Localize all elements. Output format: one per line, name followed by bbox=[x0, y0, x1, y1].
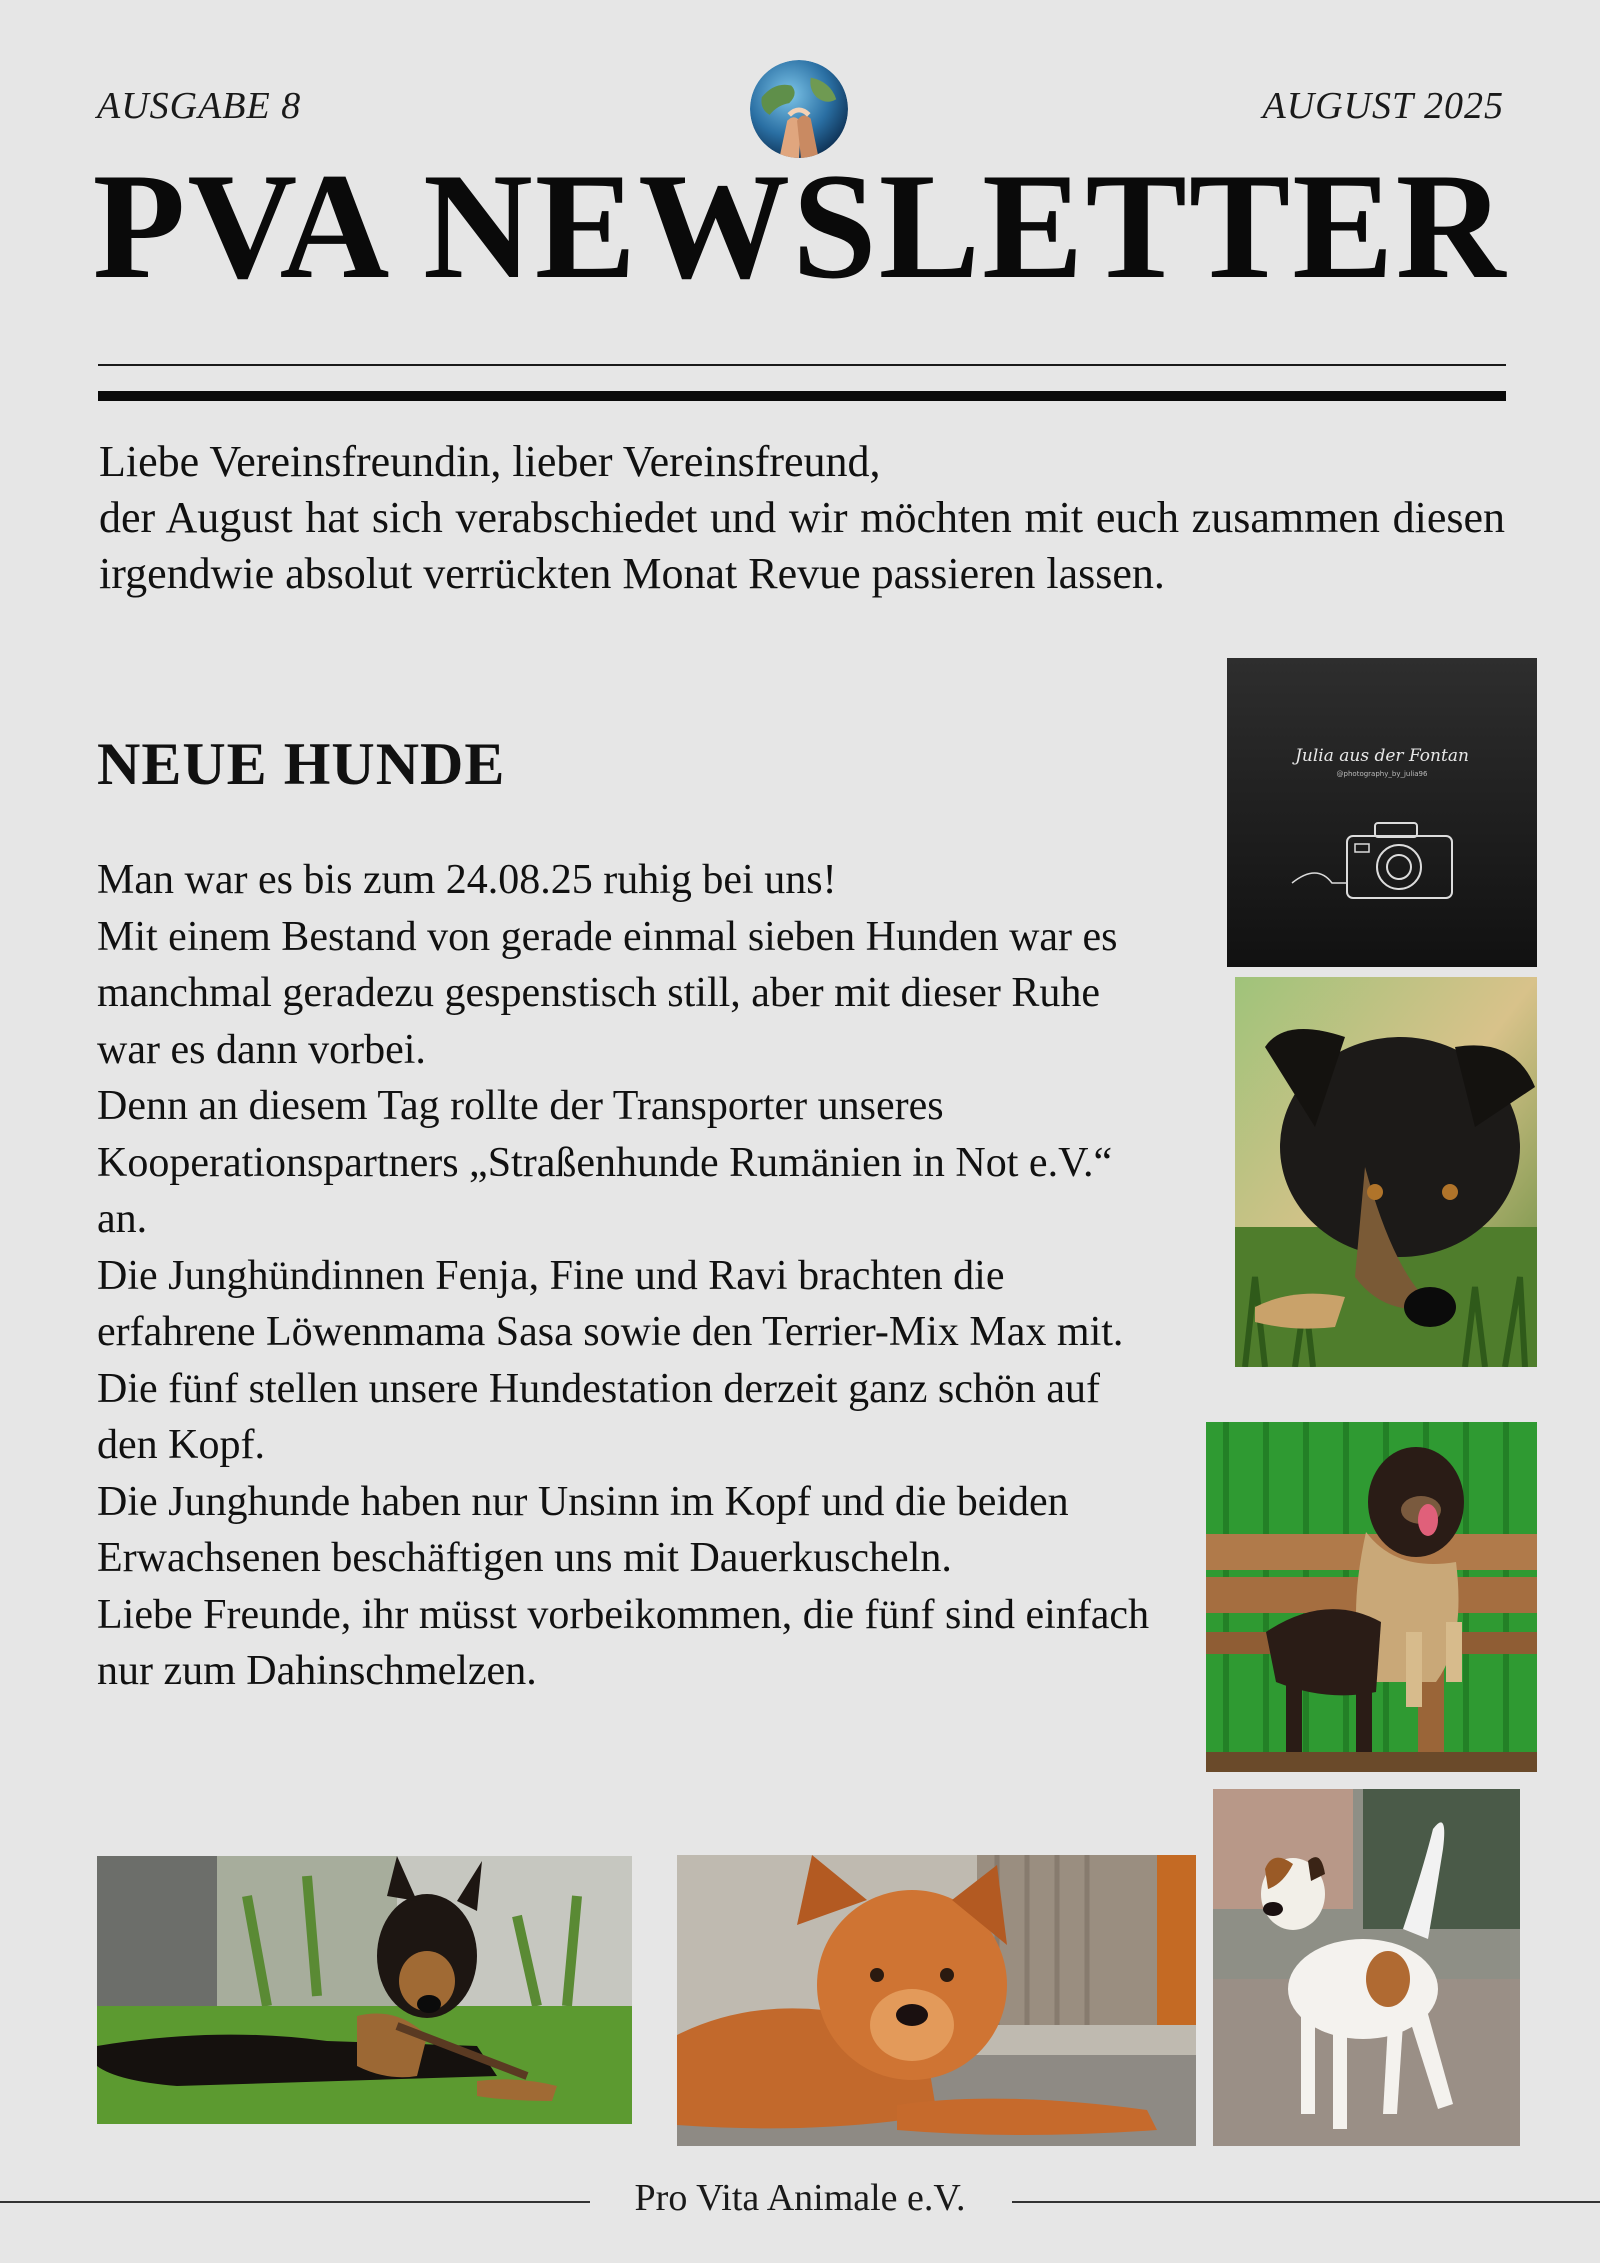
footer bbox=[0, 2176, 1600, 2220]
newsletter-title: PVA NEWSLETTER bbox=[92, 142, 1508, 310]
section-heading: NEUE HUNDE bbox=[97, 731, 506, 797]
article-paragraph: Die Junghunde haben nur Unsinn im Kopf und die beiden Erwachsenen beschäftigen uns mit Dauerkuscheln. bbox=[97, 1478, 1069, 1581]
header-divider-thin bbox=[98, 364, 1506, 366]
edition-label: AUSGABE 8 bbox=[97, 85, 302, 127]
article-paragraph: Mit einem Bestand von gerade einmal sieben Hunden war es manchmal geradezu gespenstisch still, aber mit dieser Ruhe war es dann vorbei. bbox=[97, 913, 1118, 1073]
article-paragraph: Man war es bis zum 24.08.25 ruhig bei uns! bbox=[97, 857, 837, 903]
dog-photo-black-puppy bbox=[1235, 977, 1537, 1367]
photographer-credit-image bbox=[1227, 658, 1537, 967]
dog-photo-red-dog bbox=[677, 1855, 1196, 2146]
issue-date: AUGUST 2025 bbox=[1262, 85, 1504, 127]
dog-photo-terrier bbox=[1213, 1789, 1520, 2146]
article-paragraph: Die Junghündinnen Fenja, Fine und Ravi brachten die erfahrene Löwenmama Sasa sowie den Terrier-Mix Max mit. Die fünf stellen unsere Hundestation derzeit ganz schön auf den Kopf. bbox=[97, 1252, 1124, 1468]
article-body bbox=[97, 852, 1157, 1700]
dog-photo-shepherd-puppy bbox=[97, 1856, 632, 2124]
intro-block bbox=[99, 434, 1505, 602]
dog-photo-bench bbox=[1206, 1422, 1537, 1772]
intro-text: der August hat sich verabschiedet und wir möchten mit euch zusammen diesen irgendwie absolut verrückten Monat Revue passieren lassen. bbox=[99, 493, 1505, 598]
article-paragraph: Denn an diesem Tag rollte der Transporter unseres Kooperationspartners „Straßenhunde Rumänien in Not e.V.“ an. bbox=[97, 1083, 1113, 1242]
svg-text:@photography_by_julia96: @photography_by_julia96 bbox=[1336, 770, 1428, 778]
header-divider-thick bbox=[98, 391, 1506, 401]
intro-greeting: Liebe Vereinsfreundin, lieber Vereinsfreund, bbox=[99, 437, 881, 486]
article-paragraph: Liebe Freunde, ihr müsst vorbeikommen, die fünf sind einfach nur zum Dahinschmelzen. bbox=[97, 1591, 1150, 1694]
footer-org: Pro Vita Animale e.V. bbox=[615, 2177, 986, 2219]
svg-text:Julia aus der Fontan: Julia aus der Fontan bbox=[1295, 746, 1469, 766]
